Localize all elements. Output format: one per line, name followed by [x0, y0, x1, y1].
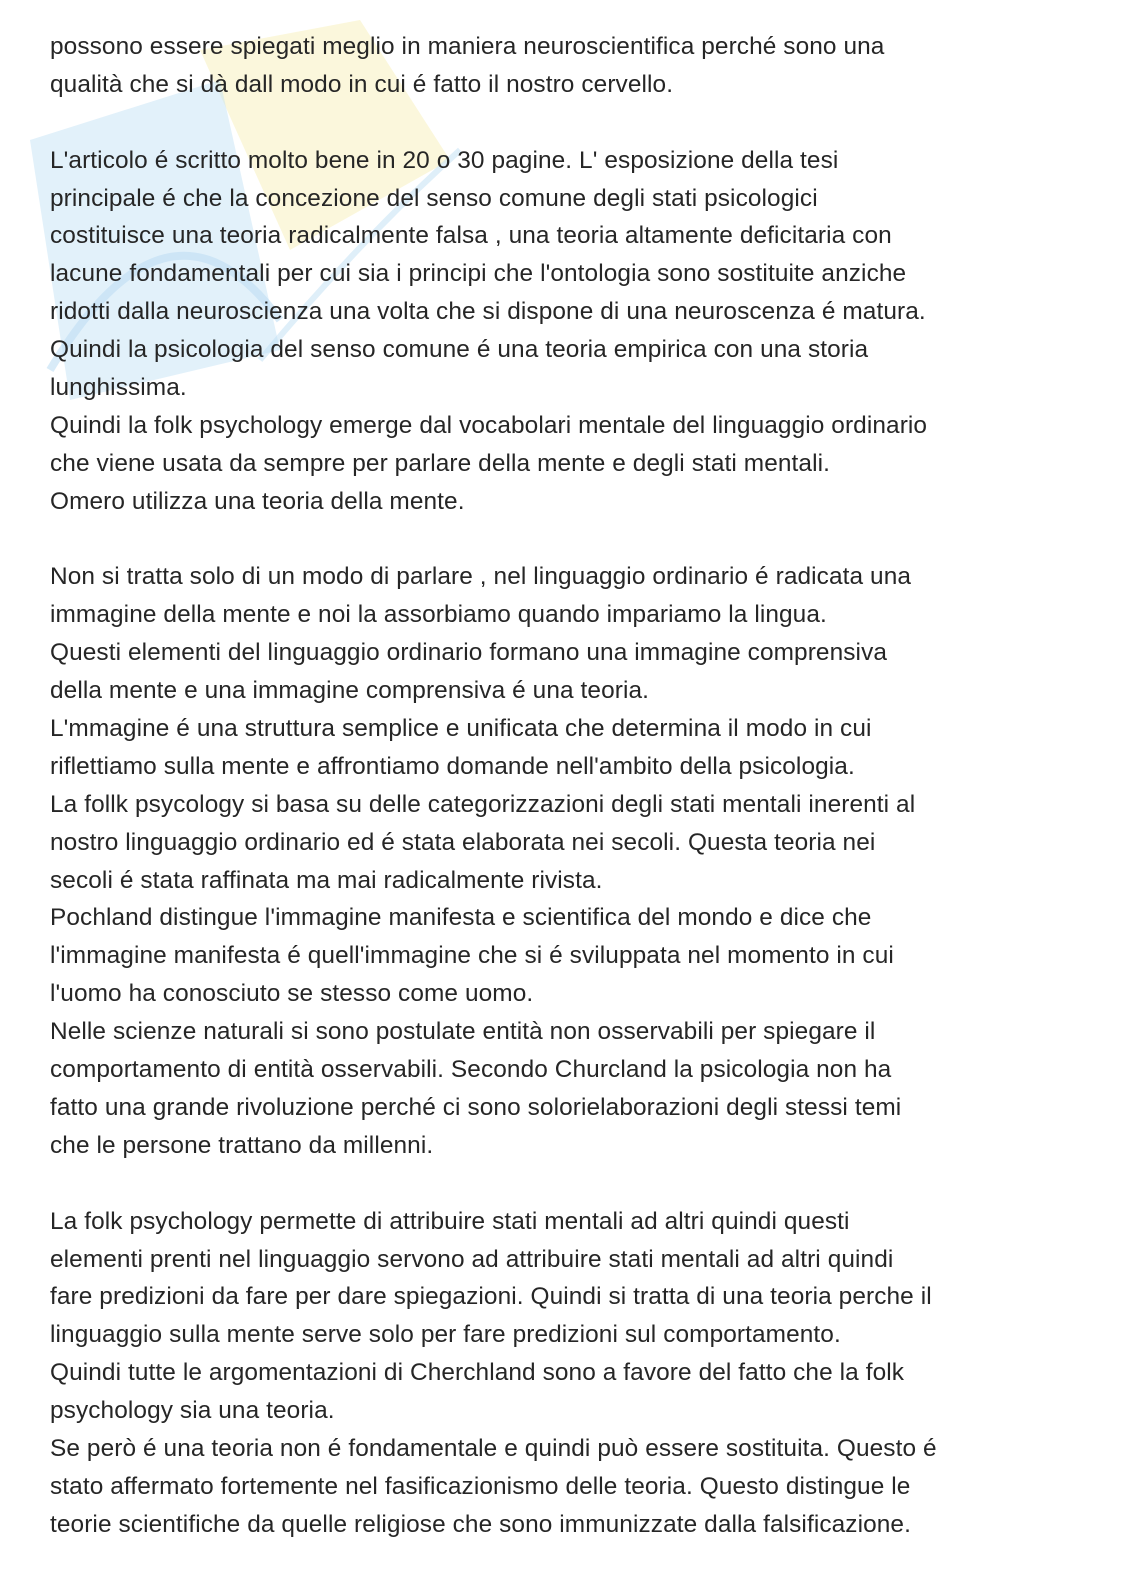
text-line: L'articolo é scritto molto bene in 20 o 30 pagine. L' esposizione della tesi [50, 146, 839, 174]
text-line: ridotti dalla neuroscienza una volta che si dispone di una neuroscenza é matura. [50, 298, 926, 326]
text-line: elementi prenti nel linguaggio servono ad attribuire stati mentali ad altri quindi [50, 1245, 894, 1273]
text-line: teorie scientifiche da quelle religiose che sono immunizzate dalla falsificazione. [50, 1510, 911, 1538]
text-line: comportamento di entità osservabili. Secondo Churcland la psicologia non ha [50, 1056, 892, 1084]
text-line: lunghissima. [50, 374, 187, 402]
text-line: linguaggio sulla mente serve solo per fare predizioni sul comportamento. [50, 1321, 841, 1349]
text-line: l'uomo ha conosciuto se stesso come uomo. [50, 980, 534, 1008]
text-line: possono essere spiegati meglio in maniera neuroscientifica perché sono una [50, 33, 885, 60]
text-line: secoli é stata raffinata ma mai radicalmente rivista. [50, 866, 603, 894]
text-line: Pochland distingue l'immagine manifesta e scientifica del mondo e dice che [50, 904, 872, 932]
text-line: l'immagine manifesta é quell'immagine che si é sviluppata nel momento in cui [50, 942, 894, 970]
text-line: immagine della mente e noi la assorbiamo quando impariamo la lingua. [50, 601, 827, 629]
text-line: La folk psychology permette di attribuire stati mentali ad altri quindi questi [50, 1207, 850, 1235]
text-line: Nelle scienze naturali si sono postulate entità non osservabili per spiegare il [50, 1018, 876, 1046]
text-line: fare predizioni da fare per dare spiegazioni. Quindi si tratta di una teoria perche il [50, 1283, 932, 1311]
text-line: stato affermato fortemente nel fasificazionismo delle teoria. Questo distingue le [50, 1472, 911, 1500]
text-line: nostro linguaggio ordinario ed é stata elaborata nei secoli. Questa teoria nei [50, 828, 876, 856]
text-line: Se però é una teoria non é fondamentale e quindi può essere sostituita. Questo é [50, 1434, 937, 1462]
text-line: costituisce una teoria radicalmente falsa , una teoria altamente deficitaria con [50, 222, 892, 250]
text-line: principale é che la concezione del senso comune degli stati psicologici [50, 184, 818, 212]
text-line: Quindi la psicologia del senso comune é una teoria empirica con una storia [50, 336, 869, 364]
text-line: Non si tratta solo di un modo di parlare , nel linguaggio ordinario é radicata una [50, 563, 912, 591]
text-line: riflettiamo sulla mente e affrontiamo domande nell'ambito della psicologia. [50, 752, 855, 780]
text-line: fatto una grande rivoluzione perché ci sono solorielaborazioni degli stessi temi [50, 1093, 902, 1121]
text-line: che le persone trattano da millenni. [50, 1131, 434, 1159]
paragraph-gap [50, 104, 1090, 142]
paragraph-gap [50, 1165, 1090, 1203]
text-line: Questi elementi del linguaggio ordinario formano una immagine comprensiva [50, 639, 888, 667]
text-line: Omero utilizza una teoria della mente. [50, 487, 465, 515]
text-line: che viene usata da sempre per parlare della mente e degli stati mentali. [50, 449, 831, 477]
text-line: della mente e una immagine comprensiva é una teoria. [50, 677, 650, 705]
text-line: Quindi tutte le argomentazioni di Cherchland sono a favore del fatto che la folk [50, 1359, 905, 1387]
text-line: qualità che si dà dall modo in cui é fatto il nostro cervello. [50, 70, 674, 98]
text-line: La follk psycology si basa su delle categorizzazioni degli stati mentali inerenti al [50, 790, 916, 818]
text-line: lacune fondamentali per cui sia i principi che l'ontologia sono sostituite anziche [50, 260, 907, 288]
text-line: L'mmagine é una struttura semplice e unificata che determina il modo in cui [50, 715, 872, 743]
text-line: Quindi la folk psychology emerge dal vocabolari mentale del linguaggio ordinario [50, 411, 928, 439]
paragraph-gap [50, 521, 1090, 559]
document-text [50, 28, 1090, 1544]
text-line: psychology sia una teoria. [50, 1397, 335, 1425]
